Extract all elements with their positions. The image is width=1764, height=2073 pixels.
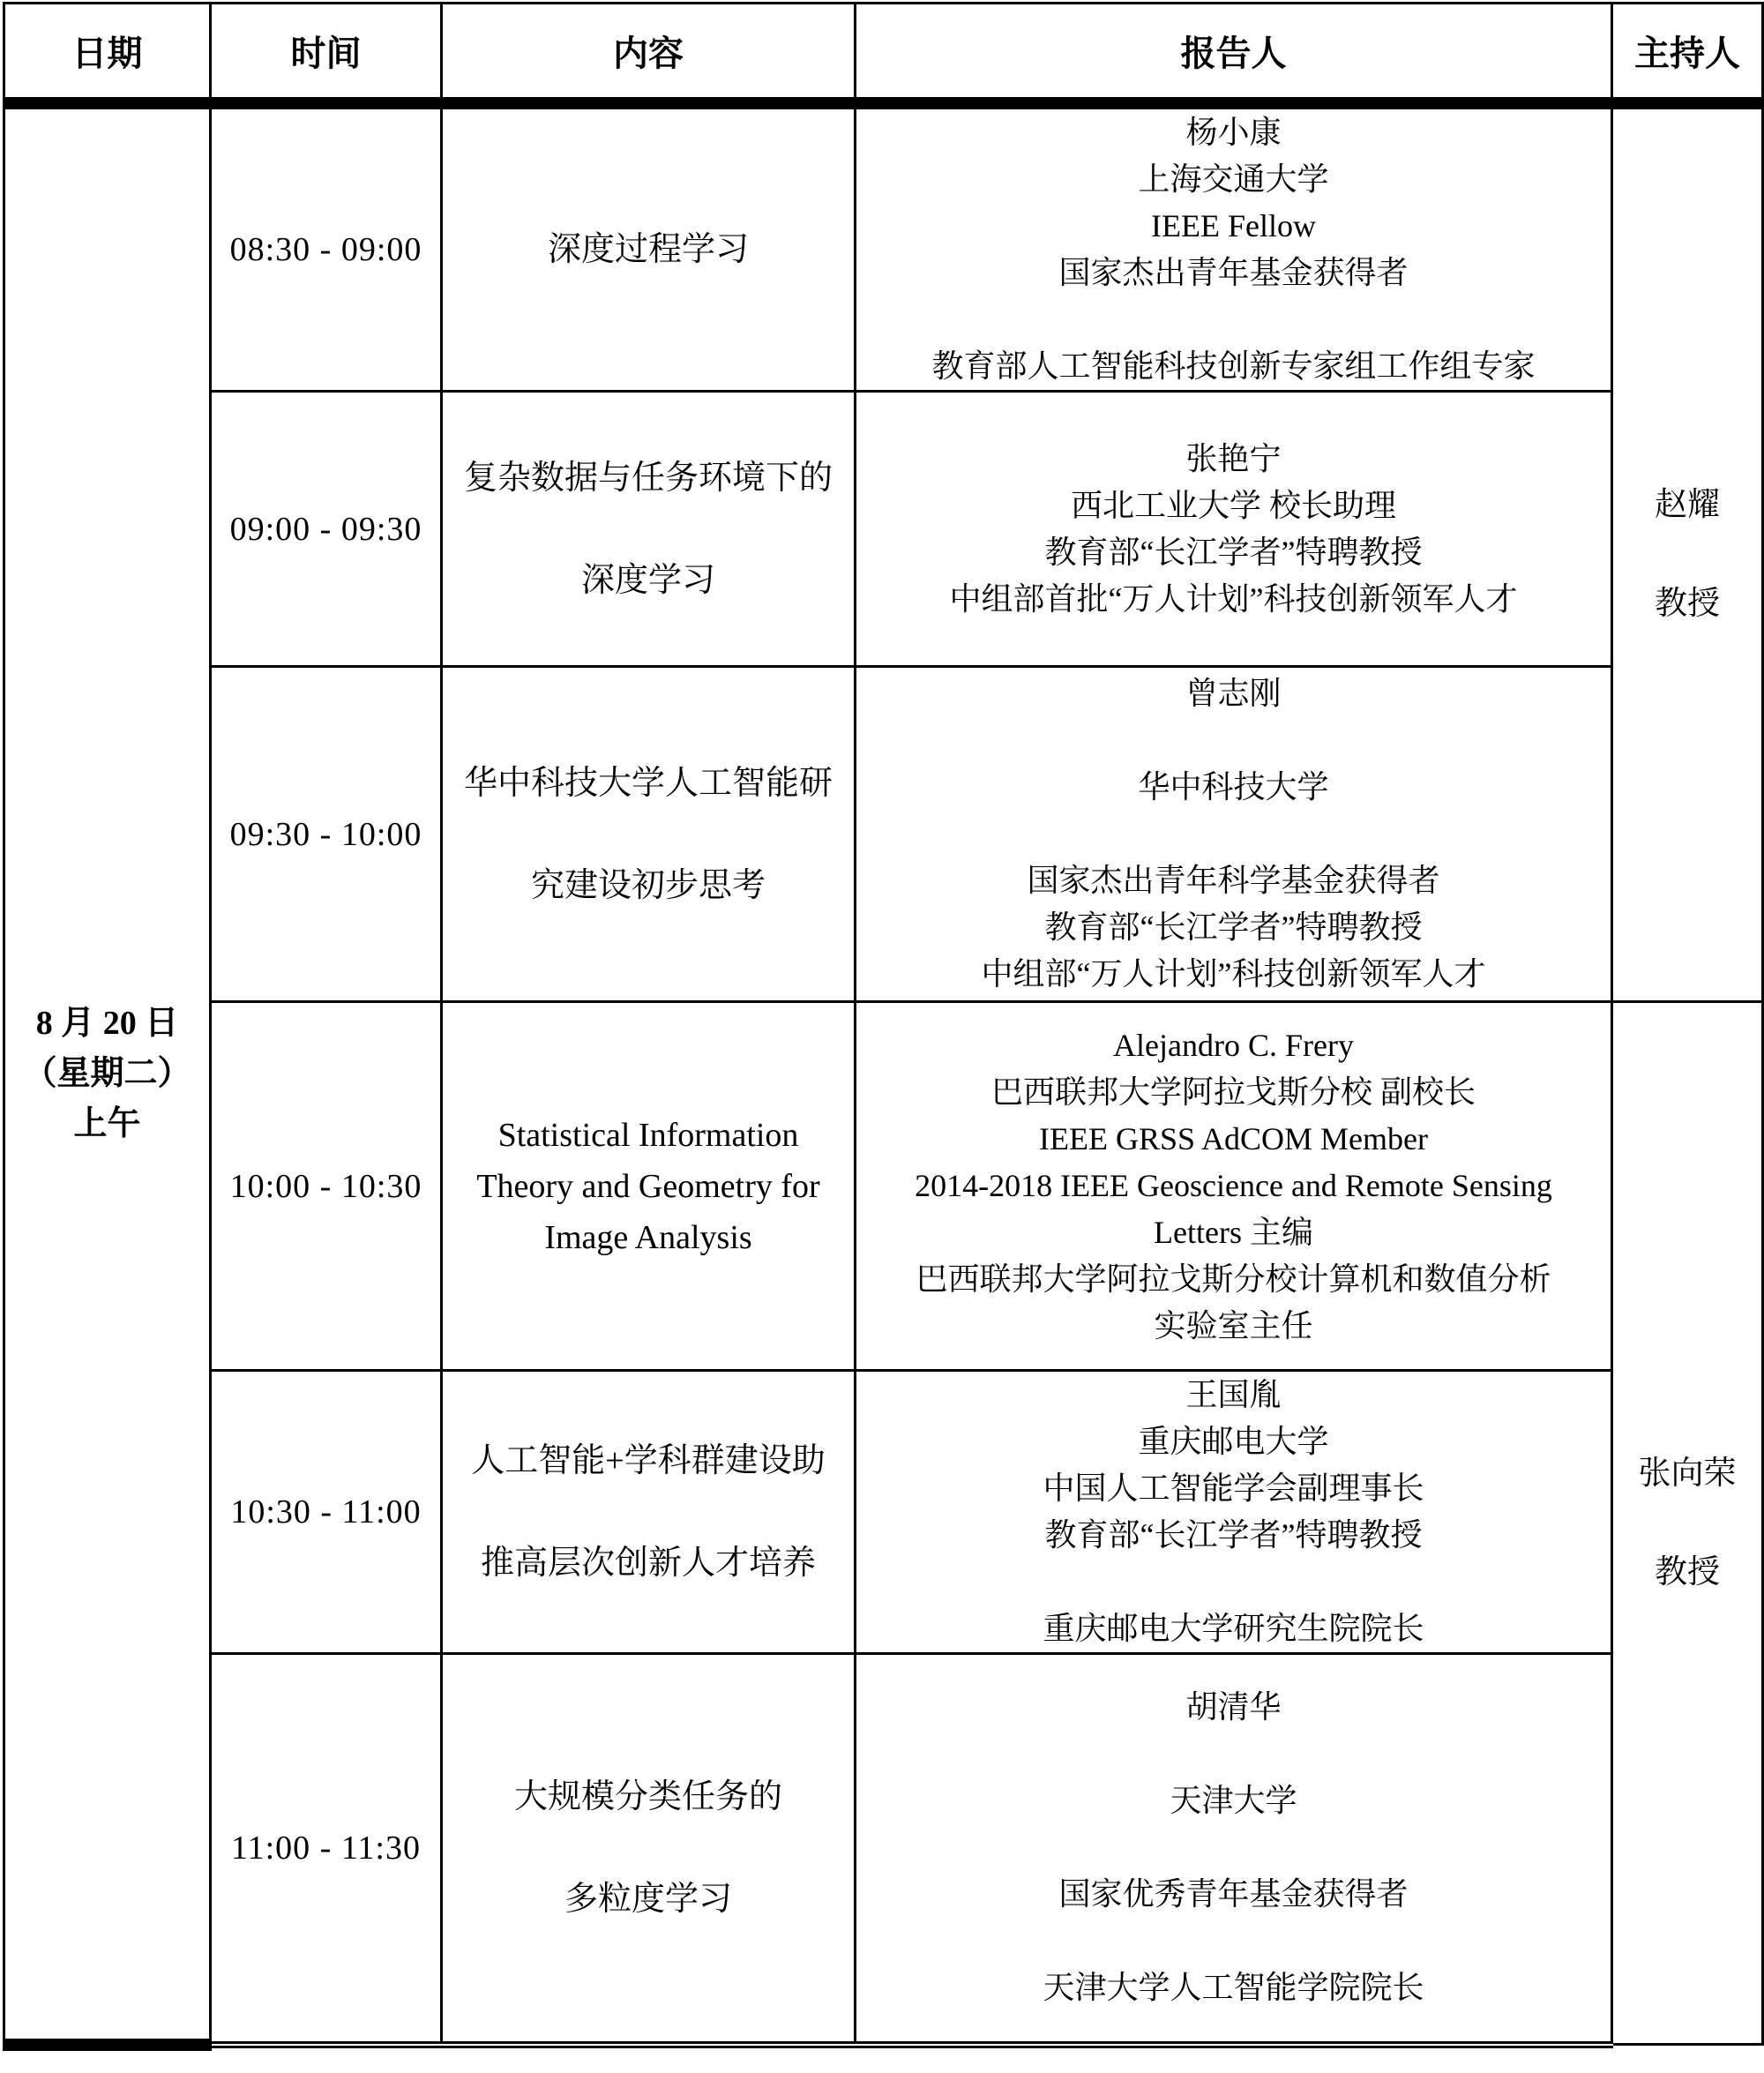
text-line: 人工智能+学科群建设助 — [471, 1442, 826, 1479]
col-header-time: 时间 — [211, 4, 442, 102]
text-line: 曾志刚 — [1185, 676, 1282, 711]
text-line: 2014-2018 IEEE Geoscience and Remote Sensing — [915, 1168, 1552, 1203]
text-line — [443, 504, 854, 555]
content-cell — [442, 1371, 856, 1654]
text-line: Image Analysis — [544, 1218, 752, 1256]
text-line — [856, 296, 1611, 343]
text-line — [856, 1731, 1611, 1777]
table-row — [4, 1654, 1763, 2045]
text-line: 上午 — [73, 1104, 141, 1142]
table-row — [4, 392, 1763, 667]
text-line: 8 月 20 日 — [35, 1004, 179, 1042]
text-line: 实验室主任 — [1154, 1308, 1313, 1343]
text-line: 西北工业大学 校长助理 — [1070, 487, 1396, 523]
text-line: （星期二） — [23, 1054, 191, 1092]
time-cell: 11:00 - 11:30 — [211, 1654, 442, 2045]
text-line: 上海交通大学 — [1138, 161, 1329, 197]
text-line: 国家杰出青年基金获得者 — [1058, 255, 1409, 290]
text-line: 国家杰出青年科学基金获得者 — [1027, 863, 1440, 898]
text-line — [856, 811, 1611, 857]
divider-segment — [4, 102, 211, 109]
text-line: 赵耀 — [1655, 487, 1720, 523]
text-line: 巴西联邦大学阿拉戈斯分校 副校长 — [990, 1074, 1476, 1110]
text-line: 华中科技大学人工智能研 — [463, 764, 833, 802]
text-line — [443, 809, 854, 860]
text-line: IEEE Fellow — [1151, 208, 1316, 243]
text-line: 张向荣 — [1638, 1455, 1737, 1492]
text-line: Theory and Geometry for — [476, 1167, 820, 1205]
text-line: IEEE GRSS AdCOM Member — [1039, 1121, 1428, 1156]
text-line: 中组部首批“万人计划”科技创新领军人才 — [949, 580, 1518, 617]
text-line: 巴西联邦大学阿拉戈斯分校计算机和数值分析 — [916, 1261, 1551, 1297]
text-line — [1613, 1499, 1761, 1548]
table-row — [4, 667, 1763, 1002]
chair-cell — [1612, 1002, 1763, 2045]
text-line — [443, 1822, 854, 1874]
divider-segment — [856, 102, 1612, 109]
table-header — [4, 4, 1763, 102]
text-line — [1613, 530, 1761, 580]
content-cell — [442, 109, 856, 392]
text-line — [856, 717, 1611, 764]
speaker-cell — [856, 1654, 1612, 2045]
text-line: 教育部“长江学者”特聘教授 — [1044, 1517, 1423, 1553]
time-cell: 10:30 - 11:00 — [211, 1371, 442, 1654]
text-line — [856, 1824, 1611, 1871]
col-header-date: 日期 — [4, 4, 211, 102]
col-header-content: 内容 — [442, 4, 856, 102]
text-line: 王国胤 — [1185, 1377, 1282, 1412]
text-line: 多粒度学习 — [564, 1880, 732, 1918]
speaker-cell — [856, 1002, 1612, 1371]
col-header-speaker: 报告人 — [856, 4, 1612, 102]
header-row — [4, 4, 1763, 102]
conference-schedule-table — [3, 2, 1764, 2051]
text-line: 教育部人工智能科技创新专家组工作组专家 — [931, 348, 1536, 384]
text-line — [443, 1486, 854, 1538]
content-cell — [442, 667, 856, 1002]
text-line: 大规模分类任务的 — [513, 1777, 782, 1815]
divider-segment — [211, 102, 442, 109]
col-header-chair: 主持人 — [1612, 4, 1763, 102]
text-line: 教育部“长江学者”特聘教授 — [1044, 534, 1423, 570]
text-line: Alejandro C. Frery — [1113, 1028, 1354, 1063]
table-row — [4, 109, 1763, 392]
text-line: 中国人工智能学会副理事长 — [1043, 1471, 1424, 1506]
time-cell: 09:00 - 09:30 — [211, 392, 442, 667]
text-line: 天津大学人工智能学院院长 — [1043, 1970, 1424, 2006]
text-line — [856, 1559, 1611, 1605]
text-line: 胡清华 — [1185, 1689, 1282, 1725]
table-row — [4, 1371, 1763, 1654]
speaker-cell — [856, 109, 1612, 392]
text-line: 国家优秀青年基金获得者 — [1058, 1876, 1409, 1912]
text-line: 中组部“万人计划”科技创新领军人才 — [981, 956, 1486, 992]
text-line: 推高层次创新人才培养 — [480, 1545, 816, 1582]
text-line — [856, 1918, 1611, 1964]
table-body — [4, 102, 1763, 2045]
content-cell — [442, 392, 856, 667]
text-line: 华中科技大学 — [1138, 769, 1329, 805]
content-cell — [442, 1654, 856, 2045]
content-cell — [442, 1002, 856, 1371]
divider-segment — [1612, 102, 1763, 109]
text-line: 教授 — [1655, 1553, 1720, 1590]
text-line: 张艳宁 — [1185, 440, 1282, 476]
text-line: 究建设初步思考 — [530, 866, 766, 904]
text-line: 复杂数据与任务环境下的 — [463, 459, 833, 497]
time-cell: 10:00 - 10:30 — [211, 1002, 442, 1371]
speaker-cell — [856, 392, 1612, 667]
speaker-cell — [856, 1371, 1612, 1654]
text-line: 重庆邮电大学 — [1138, 1424, 1329, 1459]
time-cell: 09:30 - 10:00 — [211, 667, 442, 1002]
header-divider-band — [4, 102, 1763, 109]
speaker-cell — [856, 667, 1612, 1002]
date-cell — [4, 109, 211, 2045]
text-line: 教授 — [1655, 586, 1720, 622]
text-line: Statistical Information — [497, 1116, 799, 1154]
chair-cell — [1612, 109, 1763, 1002]
text-line: 深度学习 — [580, 561, 715, 599]
text-line: 教育部“长江学者”特聘教授 — [1044, 909, 1423, 945]
text-line: 杨小康 — [1185, 115, 1282, 150]
text-line: 天津大学 — [1170, 1783, 1297, 1819]
text-line: Letters 主编 — [1154, 1215, 1313, 1250]
text-line: 深度过程学习 — [547, 231, 749, 268]
table-row — [4, 1002, 1763, 1371]
time-cell: 08:30 - 09:00 — [211, 109, 442, 392]
text-line: 重庆邮电大学研究生院院长 — [1043, 1611, 1424, 1646]
divider-segment — [442, 102, 856, 109]
